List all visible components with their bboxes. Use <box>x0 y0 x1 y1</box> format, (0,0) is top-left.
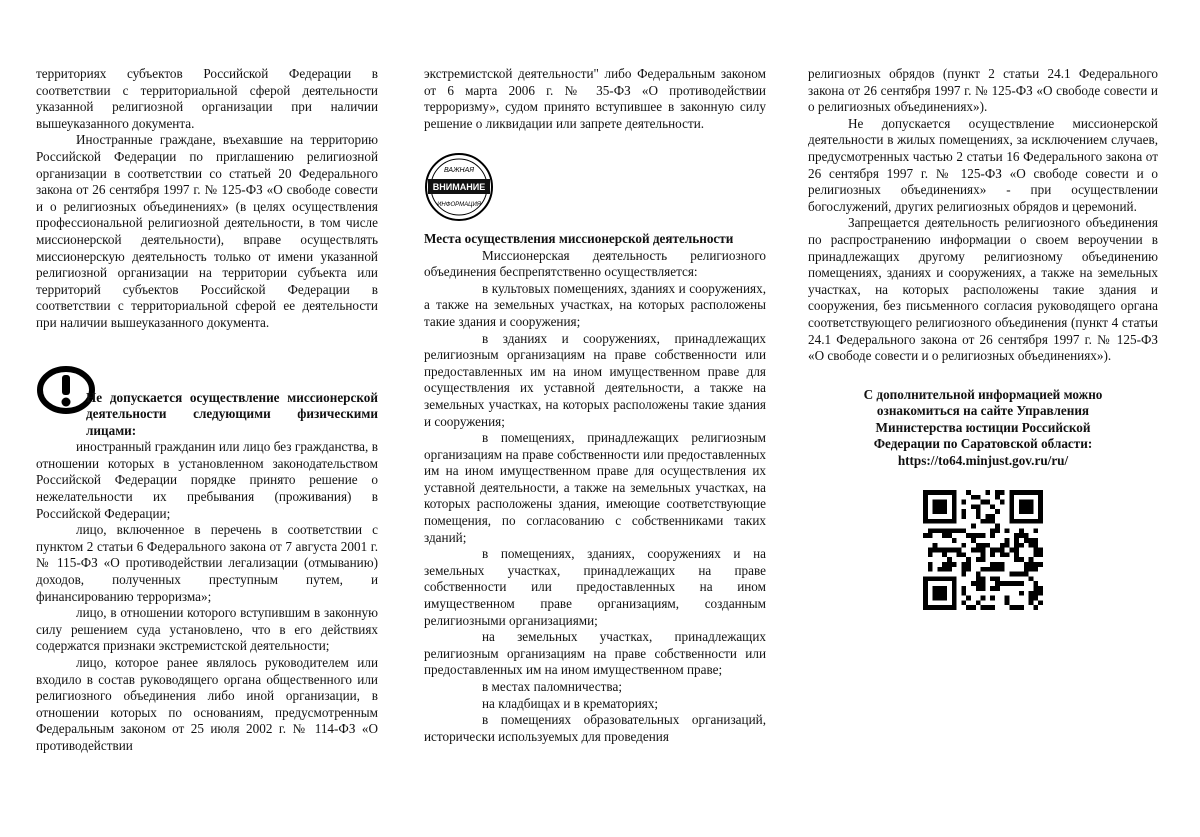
paragraph: религиозных обрядов (пункт 2 статьи 24.1 Федерального закона от 26 сентября 1997 г. № 125-ФЗ «О свободе совести и о религиозных объединениях»). <box>808 66 1158 115</box>
important-badge <box>424 152 766 227</box>
attention-badge-icon <box>424 152 494 222</box>
badge-middle-text: ВНИМАНИЕ <box>432 182 486 193</box>
paragraph: Не допускается осуществление миссионерской деятельности в жилых помещениях, за исключением случаев, предусмотренных частью 2 статьи 16 Федерального закона от 26 сентября 1997 г. № 125-ФЗ «О свободе совести и о религиозных объединениях» - при осуществлении богослужений, других религиозных обрядов и церемоний. <box>808 115 1158 214</box>
list-item: лицо, включенное в перечень в соответствии с пунктом 2 статьи 6 Федерального закона от 7 августа 2001 г. № 115-ФЗ «О противодействии легализации (отмыванию) доходов, полученных преступным путем, и финансированию терроризма»; <box>36 522 378 604</box>
column-right <box>808 66 1158 610</box>
warning-block <box>36 366 378 440</box>
list-item: в помещениях, принадлежащих религиозным организациям на праве собственности или предоставленных им на ином имущественном праве для осуществления их уставной деятельности, а также на земельных участках, на которых расположены здания, имеющие соответствующие помещения, по согласованию с собственниками таких зданий; <box>424 430 766 545</box>
list-item: в культовых помещениях, зданиях и сооружениях, а также на земельных участках, на которых расположены такие здания и сооружения; <box>424 280 766 329</box>
list-item: на земельных участках, принадлежащих религиозным организациям на праве собственности или предоставленных им на ином имущественном праве; <box>424 629 766 678</box>
badge-bottom-text: ИНФОРМАЦИЯ <box>437 202 481 209</box>
qr-code[interactable] <box>923 490 1043 610</box>
list-item: на кладбищах и в крематориях; <box>482 695 659 711</box>
info-line: Федерации по Саратовской области: <box>873 436 1093 452</box>
badge-top-text: ВАЖНАЯ <box>443 167 475 175</box>
list-item: лицо, в отношении которого вступившим в законную силу решением суда установлено, что в его действиях содержатся признаки экстремистской деятельности; <box>36 605 378 654</box>
paragraph: Иностранные граждане, въехавшие на территорию Российской Федерации по приглашению религиозной организации в соответствии со статьей 20 Федерального закона от 26 сентября 1997 г. № 125-ФЗ «О свободе совести и о религиозных объединениях» (в целях осуществления профессиональной религиозной деятельности, в том числе миссионерской деятельности), вправе осуществлять миссионерскую деятельность только от имени указанной религиозной организации на территории субъекта или территорий субъектов Российской Федерации в соответствии с территориальной сферой ее деятельности при наличии вышеуказанного документа. <box>36 132 378 330</box>
website-link[interactable]: https://to64.minjust.gov.ru/ru/ <box>897 453 1069 469</box>
list-item: лицо, которое ранее являлось руководителем или входило в состав руководящего органа общественного или религиозного объединения либо иной организации, в отношении которых по основаниям, предусмотренным Федеральным законом от 25 июля 2002 г. № 114-ФЗ «О противодействии <box>36 655 378 753</box>
info-line: Министерства юстиции Российской <box>875 419 1091 435</box>
list-item: в местах паломничества; <box>482 679 622 694</box>
list-item: в помещениях, зданиях, сооружениях и на земельных участках, принадлежащих на праве собственности или предоставленных на ином имущественном праве организациям, созданным религиозными организациями; <box>424 546 766 628</box>
section-heading: Места осуществления миссионерской деятельности <box>424 230 734 246</box>
paragraph: экстремистской деятельности" либо Федеральным законом от 6 марта 2006 г. № 35-ФЗ «О противодействии терроризму», судом принято вступившее в законную силу решение о ликвидации или запрете деятельности. <box>424 66 766 131</box>
list-item: в помещениях образовательных организаций, исторически используемых для проведения <box>424 712 766 744</box>
list-item: иностранный гражданин или лицо без гражданства, в отношении которых в установленном законодательством Российской Федерации порядке принято решение о нежелательности их пребывания (проживания) в Российской Федерации; <box>36 439 378 521</box>
info-line: ознакомиться на сайте Управления <box>876 403 1090 419</box>
column-left <box>36 66 378 755</box>
paragraph: Запрещается деятельность религиозного объединения по распространению информации о своем вероучении в принадлежащих другому религиозному объединению помещениях, зданиях и сооружениях, а также на земельных участках, на которых расположены такие здания и сооружения, без письменного согласия руководящего органа соответствующего религиозного объединения (пункт 4 статьи 24.1 Федерального закона от 26 сентября 1997 г. № 125-ФЗ «О свободе совести и о религиозных объединениях»). <box>808 215 1158 364</box>
additional-info <box>808 387 1158 470</box>
info-line: С дополнительной информацией можно <box>863 386 1103 402</box>
paragraph: Миссионерская деятельность религиозного объединения беспрепятственно осуществляется: <box>424 247 766 280</box>
paragraph: территориях субъектов Российской Федерации в соответствии с территориальной сферой деятельности указанной религиозной организации при наличии вышеуказанного документа. <box>36 66 378 131</box>
column-middle <box>424 66 766 745</box>
list-item: в зданиях и сооружениях, принадлежащих религиозным организациям на праве собственности или предоставленных им на ином имущественном праве для осуществления их уставной деятельности, а также на земельных участках, на которых расположены такие здания и сооружения; <box>424 330 766 429</box>
warning-text: Не допускается осуществление миссионерской деятельности следующими физическими лицами: <box>86 389 378 438</box>
